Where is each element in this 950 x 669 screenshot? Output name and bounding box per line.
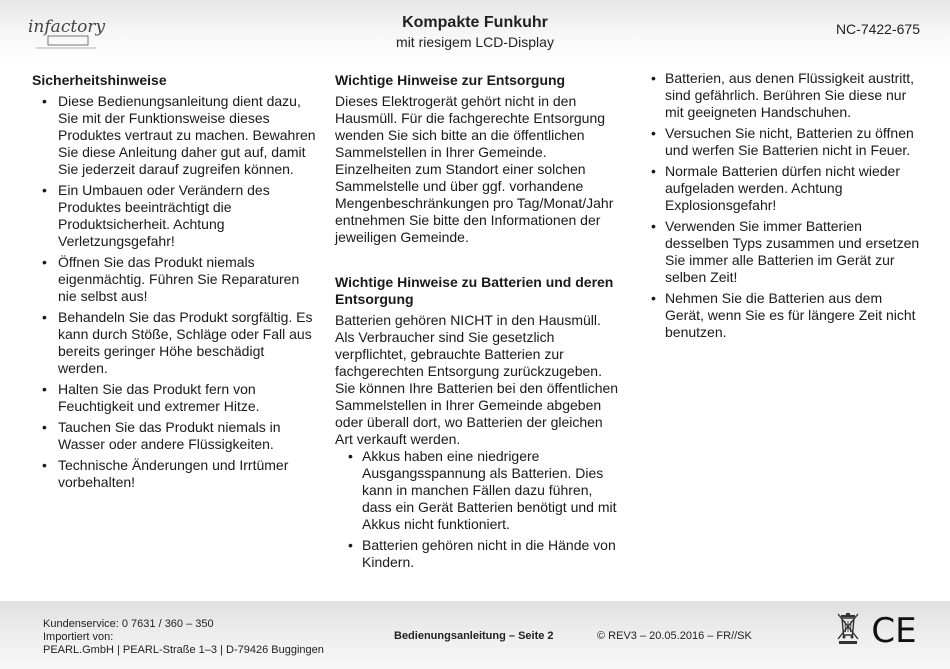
logo-wordmark: infactory: [28, 17, 106, 37]
disposal-paragraph: Dieses Elektrogerät gehört nicht in den Hausmüll. Für die fachgerechte Entsorgung wenden Sie sich bitte an die öffentlichen Sammelstellen in Ihrer Gemeinde. Einzelheiten zum Standort einer solchen Sammelstelle und über ggf. vorhandene Mengenbeschränkungen pro Tag/Monat/Jahr entnehmen Sie bitte den Informationen der jeweiligen Gemeinde.: [335, 93, 614, 245]
importer-address: PEARL.GmbH | PEARL-Straße 1–3 | D-79426 Buggingen: [43, 644, 324, 656]
safety-heading: Sicherheitshinweise: [32, 72, 167, 88]
column-safety: [32, 70, 316, 495]
list-item: • Versuchen Sie nicht, Batterien zu öffnen und werfen Sie Batterien nicht in Feuer.: [651, 125, 921, 159]
page-footer: [0, 601, 950, 669]
page-header: [0, 0, 950, 62]
importer-label: Importiert von:: [43, 631, 114, 643]
battery-paragraph: Batterien gehören NICHT in den Hausmüll. Als Verbraucher sind Sie gesetzlich verpflichtet, gebrauchte Batterien zur fachgerechten Entsorgung zurückzugeben.: [335, 312, 602, 379]
weee-bin-icon: [834, 611, 862, 645]
battery-heading: Wichtige Hinweise zu Batterien und deren Entsorgung: [335, 274, 614, 307]
footer-contact: [43, 618, 324, 657]
customer-service: Kundenservice: 0 7631 / 360 – 350: [43, 618, 214, 630]
list-item: • Tauchen Sie das Produkt niemals in Wasser oder andere Flüssigkeiten.: [32, 419, 316, 453]
column-disposal: [335, 70, 619, 575]
list-item: • Verwenden Sie immer Batterien desselben Typs zusammen und ersetzen Sie immer alle Batterien im Gerät zur selben Zeit!: [651, 218, 921, 286]
model-number: NC-7422-675: [835, 21, 920, 37]
list-item: • Batterien gehören nicht in die Hände von Kindern.: [335, 537, 619, 571]
list-item: • Normale Batterien dürfen nicht wieder aufgeladen werden. Achtung Explosionsgefahr!: [651, 163, 921, 214]
document-subtitle: mit riesigem LCD-Display: [396, 34, 554, 50]
disposal-heading: Wichtige Hinweise zur Entsorgung: [335, 72, 566, 88]
document-title: Kompakte Funkuhr: [402, 14, 548, 31]
ce-mark-text: CE: [871, 611, 917, 645]
column-battery-safety: [651, 70, 921, 345]
page-label: Bedienungsanleitung – Seite 2: [394, 630, 554, 642]
list-item: • Technische Änderungen und Irrtümer vorbehalten!: [32, 457, 316, 491]
list-item: • Halten Sie das Produkt fern von Feuchtigkeit und extremer Hitze.: [32, 381, 316, 415]
list-item: • Öffnen Sie das Produkt niemals eigenmächtig. Führen Sie Reparaturen nie selbst aus!: [32, 254, 316, 305]
safety-list: [32, 93, 316, 491]
list-item: • Diese Bedienungsanleitung dient dazu, Sie mit der Funktionsweise dieses Produktes vertraut zu machen. Bewahren Sie diese Anleitung daher gut auf, damit Sie jederzeit darauf zugreifen können.: [32, 93, 316, 178]
list-item: • Nehmen Sie die Batterien aus dem Gerät, wenn Sie es für längere Zeit nicht benutzen.: [651, 290, 921, 341]
battery-safety-list: [651, 70, 921, 341]
ce-mark-icon: [868, 611, 920, 645]
list-item: • Ein Umbauen oder Verändern des Produktes beeinträchtigt die Produktsicherheit. Achtung Verletzungsgefahr!: [32, 182, 316, 250]
battery-paragraph-2: Sie können Ihre Batterien bei den öffentlichen Sammelstellen in Ihrer Gemeinde abgeben oder überall dort, wo Batterien der gleichen Art verkauft werden.: [335, 380, 619, 447]
battery-list: [335, 448, 619, 571]
revision-info: © REV3 – 20.05.2016 – FR//SK: [597, 630, 752, 642]
list-item: • Batterien, aus denen Flüssigkeit austritt, sind gefährlich. Berühren Sie diese nur mit geeigneten Handschuhen.: [651, 70, 921, 121]
list-item: • Behandeln Sie das Produkt sorgfältig. Es kann durch Stöße, Schläge oder Fall aus bereits geringer Höhe beschädigt werden.: [32, 309, 316, 377]
list-item: • Akkus haben eine niedrigere Ausgangsspannung als Batterien. Dies kann in manchen Fällen dazu führen, dass ein Gerät Batterien benötigt und mit Akkus nicht funktioniert.: [335, 448, 619, 533]
